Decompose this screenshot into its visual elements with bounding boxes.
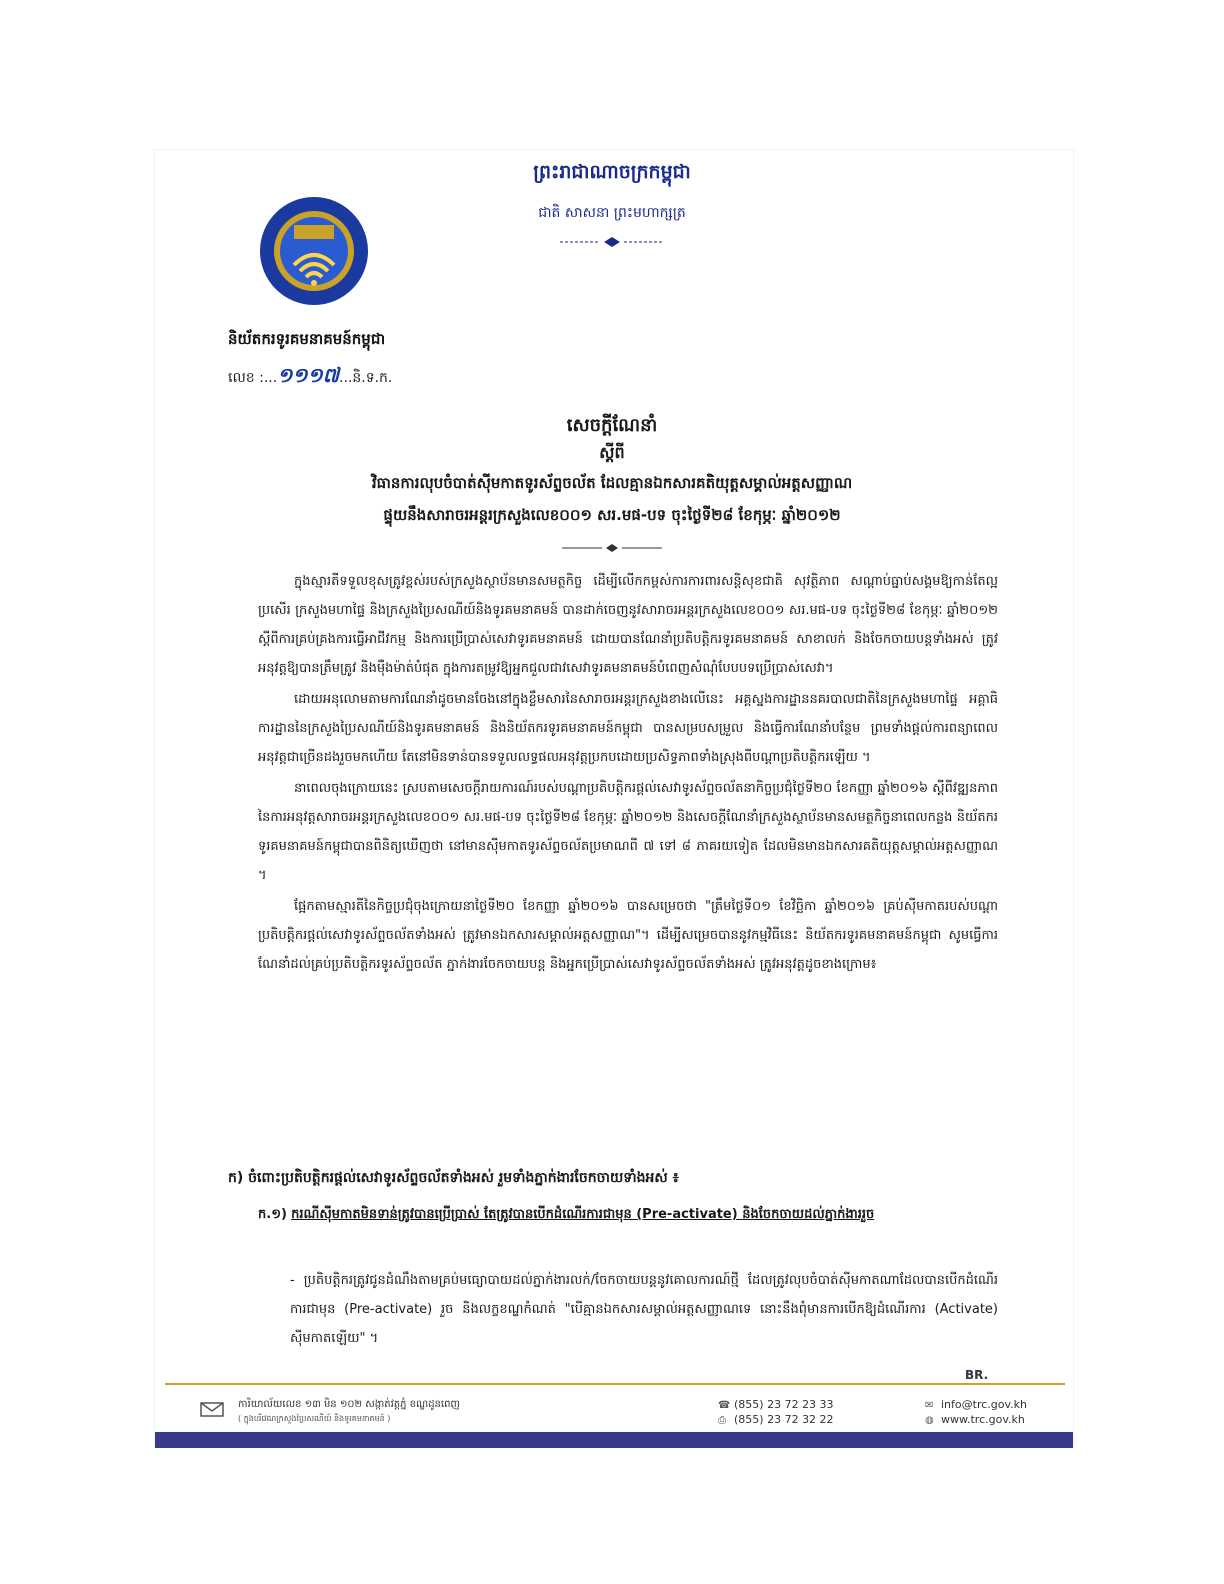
kingdom-heading: ព្រះរាជាណាចក្រកម្ពុជា	[533, 161, 691, 183]
footer-fax	[718, 1413, 834, 1426]
fax-number: (855) 23 72 32 22	[734, 1413, 834, 1426]
paragraph-1: ក្នុងស្មារតីទទួលខុសត្រូវខ្ពស់របស់ក្រសួងស្ថាប័នមានសមត្ថកិច្ច ដើម្បីលើកកម្ពស់ការការពារសន្តិសុខជាតិ សុវត្ថិភាព សណ្តាប់ធ្នាប់សង្គមឱ្យកាន់តែល្អប្រសើរ ក្រសួងមហាផ្ទៃ និងក្រសួងប្រៃសណីយ៍និងទូរគមនាគមន៍ បានដាក់ចេញនូវសារាចរអន្តរក្រសួងលេខ០០១ សរ.មផ-បទ ចុះថ្ងៃទី២៨ ខែកុម្ភៈ ឆ្នាំ២០១២ ស្តីពីការគ្រប់គ្រងការធ្វើអាជីវកម្ម និងការប្រើប្រាស់សេវាទូរគមនាគមន៍ ដោយបានណែនាំប្រតិបត្តិករទូរគមនាគមន៍ សាខាលក់ និងចែកចាយបន្តទាំងអស់ ត្រូវអនុវត្តឱ្យបានត្រឹមត្រូវ និងម៉ឺងម៉ាត់បំផុត ក្នុងការតម្រូវឱ្យអ្នកជួលជាវសេវាទូរគមនាគមន៍បំពេញសំណុំបែបបទប្រើប្រាស់សេវា។	[258, 574, 998, 676]
footer-phone	[718, 1398, 834, 1411]
globe-icon: ◍	[925, 1415, 934, 1426]
footer-address-note: ( ក្នុងបរិវេណក្រសួងប្រៃសណីយ៍ និងទូរគមនាគមន៍ )	[238, 1414, 391, 1423]
website-link[interactable]: www.trc.gov.kh	[941, 1413, 1025, 1426]
paragraph-2: ដោយអនុលោមតាមការណែនាំដូចមានចែងនៅក្នុងខ្លឹមសារនៃសារាចរអន្តរក្រសួងខាងលើនេះ អគ្គស្នងការដ្ឋាននគរបាលជាតិនៃក្រសួងមហាផ្ទៃ អគ្គាធិការដ្ឋាននៃក្រសួងប្រៃសណីយ៍និងទូរគមនាគមន៍ និងនិយ័តករទូរគមនាគមន៍កម្ពុជា បានសម្របសម្រួល និងធ្វើការណែនាំបន្ថែម ព្រមទាំងផ្តល់ការពន្យាពេលអនុវត្តជាច្រើនដងរួចមកហើយ តែនៅមិនទាន់បានទទួលលទ្ធផលអនុវត្តប្រកបដោយប្រសិទ្ធភាពទាំងស្រុងពីបណ្តាប្រតិបត្តិករឡើយ ។	[258, 692, 998, 765]
email-icon: ✉	[925, 1400, 934, 1411]
ref-number-handwritten: ១១១៧	[277, 363, 340, 387]
subsection-text: ករណីស៊ីមកាតមិនទាន់ត្រូវបានប្រើប្រាស់ តែត្រូវបានបើកដំណើរការជាមុន (Pre-activate) និងចែកចាយដល់ភ្នាក់ងាររួច	[291, 1207, 875, 1222]
footer-address: ការិយាល័យលេខ ១៣ មិន ១០២ សង្កាត់វត្តភ្នំ ខណ្ឌដូនពេញ	[238, 1399, 460, 1410]
ref-prefix: លេខ :...	[228, 370, 278, 386]
phone-number: (855) 23 72 23 33	[734, 1398, 834, 1411]
paragraph-3: នាពេលចុងក្រោយនេះ ស្របតាមសេចក្តីរាយការណ៍របស់បណ្តាប្រតិបត្តិករផ្តល់សេវាទូរស័ព្ទចល័តនាកិច្ចប្រជុំថ្ងៃទី២០ ខែកញ្ញា ឆ្នាំ២០១៦ ស្តីពីវឌ្ឍនភាពនៃការអនុវត្តសារាចរអន្តរក្រសួងលេខ០០១ សរ.មផ-បទ ចុះថ្ងៃទី២៨ ខែកុម្ភៈ ឆ្នាំ២០១២ និងសេចក្តីណែនាំក្រសួងស្ថាប័នមានសមត្ថកិច្ចនាពេលកន្លង និយ័តករទូរគមនាគមន៍កម្ពុជាបានពិនិត្យឃើញថា នៅមានស៊ីមកាតទូរស័ព្ទចល័តប្រមាណពី ៧ ទៅ ៨ ភាគរយទៀត ដែលមិនមានឯកសារគតិយុត្តសម្គាល់អត្តសញ្ញាណ ។	[258, 781, 998, 883]
footer-divider	[165, 1383, 1065, 1385]
footer-website	[925, 1413, 1025, 1426]
reference-number	[228, 362, 392, 392]
bullet-item: - ប្រតិបត្តិករត្រូវជូនដំណឹងតាមគ្រប់មធ្យោបាយដល់ភ្នាក់ងារលក់/ចែកចាយបន្តនូវគោលការណ៍ថ្មី ដែលត្រូវលុបចំបាត់ស៊ីមកាតណាដែលបានបើកដំណើរការជាមុន (Pre-activate) រួច និងលក្ខខណ្ឌកំណត់ "បើគ្មានឯកសារសម្គាល់អត្តសញ្ញាណទេ នោះនឹងពុំមានការបើកឱ្យដំណើរការ (Activate) ស៊ីមកាតឡើយ" ។	[290, 1273, 998, 1346]
subsection-a1	[258, 1200, 998, 1230]
mail-icon	[200, 1400, 224, 1418]
subject-line-1: វិធានការលុបចំបាត់ស៊ីមកាតទូរស័ព្ទចល័ត ដែលគ្មានឯកសារគតិយុត្តសម្គាល់អត្តសញ្ញាណ	[371, 474, 853, 492]
title-divider	[562, 542, 662, 554]
trc-logo	[258, 195, 370, 307]
subsection-number: ក.១)	[258, 1207, 287, 1222]
body-text	[258, 567, 998, 981]
title-about: ស្តីពី	[599, 443, 625, 462]
initials: BR.	[965, 1368, 989, 1382]
footer-email	[925, 1398, 1027, 1411]
organization-name: និយ័តករទូរគមនាគមន៍កម្ពុជា	[228, 330, 386, 348]
paragraph-4: ផ្អែកតាមស្មារតីនៃកិច្ចប្រជុំចុងក្រោយនាថ្ងៃទី២០ ខែកញ្ញា ឆ្នាំ២០១៦ បានសម្រេចថា "ត្រឹមថ្ងៃទី០១ ខែវិច្ឆិកា ឆ្នាំ២០១៦ គ្រប់ស៊ីមកាតរបស់បណ្តាប្រតិបត្តិករផ្តល់សេវាទូរស័ព្ទចល័តទាំងអស់ ត្រូវមានឯកសារសម្គាល់អត្តសញ្ញាណ"។ ដើម្បីសម្រេចបាននូវកម្មវិធីនេះ និយ័តករទូរគមនាគមន៍កម្ពុជា សូមធ្វើការណែនាំដល់គ្រប់ប្រតិបត្តិករទូរស័ព្ទចល័ត ភ្នាក់ងារចែកចាយបន្ត និងអ្នកប្រើប្រាស់សេវាទូរស័ព្ទចល័តទាំងអស់ ត្រូវអនុវត្តដូចខាងក្រោម៖	[258, 899, 998, 972]
section-a-heading: ក) ចំពោះប្រតិបត្តិករផ្តល់សេវាទូរស័ព្ទចល័តទាំងអស់ រួមទាំងភ្នាក់ងារចែកចាយទាំងអស់ ៖	[228, 1170, 679, 1186]
fax-icon: ⎙	[718, 1415, 726, 1426]
document-title: សេចក្តីណែនាំ	[566, 415, 658, 436]
national-motto: ជាតិ សាសនា ព្រះមហាក្សត្រ	[538, 205, 686, 221]
ornament-divider	[560, 236, 664, 248]
phone-icon: ☎	[718, 1400, 731, 1411]
email-address[interactable]: info@trc.gov.kh	[941, 1398, 1027, 1411]
footer-bar	[155, 1432, 1073, 1448]
ref-suffix: ...និ.ទ.ក.	[339, 370, 393, 386]
subject-line-2: ផ្ទុយនឹងសារាចរអន្តរក្រសួងលេខ០០១ សរ.មផ-បទ ចុះថ្ងៃទី២៨ ខែកុម្ភៈ ឆ្នាំ២០១២	[383, 506, 841, 524]
